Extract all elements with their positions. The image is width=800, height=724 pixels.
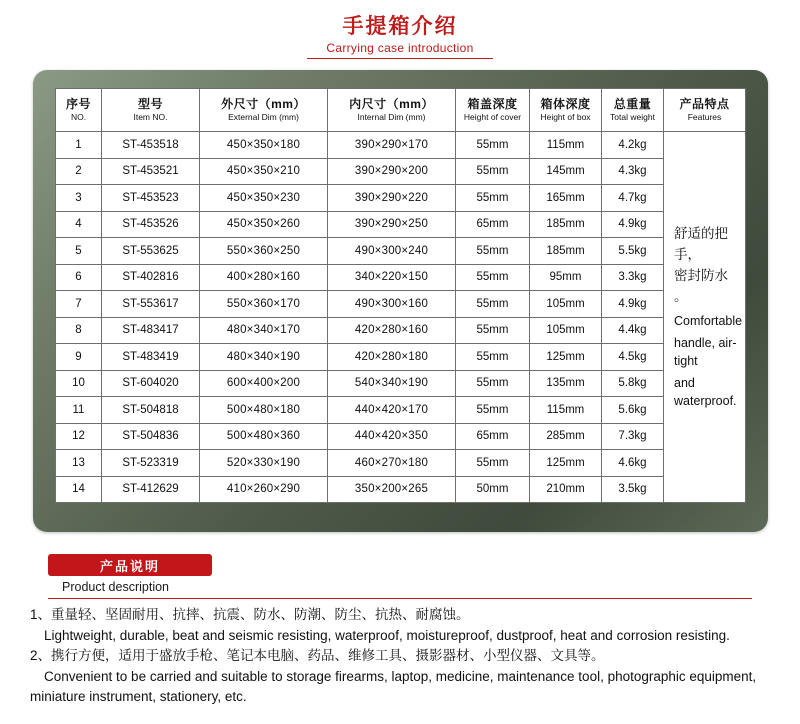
header-cn: 箱盖深度 (467, 96, 518, 111)
cell-box: 125mm (530, 344, 602, 371)
title-divider (307, 58, 493, 59)
column-header-features (664, 89, 746, 132)
cell-external: 500×480×360 (200, 423, 328, 450)
column-header-external-dim (200, 89, 328, 132)
cell-external: 450×350×180 (200, 132, 328, 159)
cell-internal: 490×300×160 (328, 291, 456, 318)
title-chinese: 手提箱介绍 (342, 15, 458, 38)
description-item-1-en: Lightweight, durable, beat and seismic resisting, waterproof, moistureproof, dustproof, heat and corrosion resisting. (44, 627, 730, 643)
header-en: Internal Dim (mm) (357, 112, 426, 123)
cell-external: 550×360×170 (200, 291, 328, 318)
cell-model: ST-523319 (102, 450, 200, 477)
cell-internal: 340×220×150 (328, 264, 456, 291)
cell-no: 1 (56, 132, 102, 159)
cell-external: 550×360×250 (200, 238, 328, 265)
cell-model: ST-553625 (102, 238, 200, 265)
cell-weight: 5.8kg (602, 370, 664, 397)
cell-model: ST-504818 (102, 397, 200, 424)
cell-external: 450×350×260 (200, 211, 328, 238)
cell-cover: 50mm (456, 476, 530, 503)
description-divider (48, 598, 752, 599)
cell-cover: 55mm (456, 132, 530, 159)
cell-internal: 390×290×200 (328, 158, 456, 185)
cell-box: 165mm (530, 185, 602, 212)
cell-internal: 490×300×240 (328, 238, 456, 265)
cell-box: 145mm (530, 158, 602, 185)
header-en: Total weight (610, 112, 655, 123)
cell-internal: 420×280×160 (328, 317, 456, 344)
table-row (56, 211, 746, 238)
table-row (56, 317, 746, 344)
cell-cover: 55mm (456, 370, 530, 397)
cell-box: 185mm (530, 211, 602, 238)
product-description-badge: 产品说明 (48, 554, 212, 576)
header-en: Item NO. (133, 112, 168, 123)
cell-box: 105mm (530, 291, 602, 318)
cell-model: ST-412629 (102, 476, 200, 503)
cell-cover: 55mm (456, 397, 530, 424)
cell-internal: 440×420×170 (328, 397, 456, 424)
cell-cover: 55mm (456, 344, 530, 371)
header-cn: 总重量 (613, 96, 652, 111)
cell-cover: 55mm (456, 317, 530, 344)
cell-external: 500×480×180 (200, 397, 328, 424)
cell-model: ST-553617 (102, 291, 200, 318)
cell-cover: 65mm (456, 423, 530, 450)
cell-external: 520×330×190 (200, 450, 328, 477)
table-row (56, 397, 746, 424)
cell-weight: 5.6kg (602, 397, 664, 424)
title-english: Carrying case introduction (326, 41, 474, 56)
cell-no: 3 (56, 185, 102, 212)
cell-no: 14 (56, 476, 102, 503)
cell-no: 4 (56, 211, 102, 238)
cell-no: 10 (56, 370, 102, 397)
column-header-model (102, 89, 200, 132)
cell-box: 115mm (530, 397, 602, 424)
cell-internal: 390×290×170 (328, 132, 456, 159)
table-row (56, 423, 746, 450)
header-cn: 内尺寸（mm） (349, 96, 434, 111)
header-cn: 序号 (65, 96, 91, 111)
cell-no: 9 (56, 344, 102, 371)
table-row (56, 344, 746, 371)
column-header-height-of-box (530, 89, 602, 132)
column-header-total-weight (602, 89, 664, 132)
cell-weight: 3.5kg (602, 476, 664, 503)
cell-weight: 5.5kg (602, 238, 664, 265)
cell-external: 400×280×160 (200, 264, 328, 291)
cell-internal: 460×270×180 (328, 450, 456, 477)
cell-weight: 4.7kg (602, 185, 664, 212)
table-row (56, 291, 746, 318)
cell-weight: 3.3kg (602, 264, 664, 291)
cell-box: 285mm (530, 423, 602, 450)
cell-internal: 540×340×190 (328, 370, 456, 397)
header-cn: 外尺寸（mm） (221, 96, 306, 111)
product-description-body (30, 605, 772, 708)
cell-no: 11 (56, 397, 102, 424)
header-cn: 型号 (137, 96, 163, 111)
table-body (56, 132, 746, 503)
header-en: Features (687, 112, 722, 123)
features-cn-line2: 密封防水 。 (674, 267, 728, 304)
cell-box: 125mm (530, 450, 602, 477)
cell-internal: 440×420×350 (328, 423, 456, 450)
column-header-no (56, 89, 102, 132)
column-header-height-of-cover (456, 89, 530, 132)
cell-internal: 420×280×180 (328, 344, 456, 371)
cell-weight: 4.5kg (602, 344, 664, 371)
cell-no: 2 (56, 158, 102, 185)
cell-model: ST-453521 (102, 158, 200, 185)
features-en-line3: and waterproof. (674, 375, 737, 409)
table-row (56, 450, 746, 477)
cell-box: 210mm (530, 476, 602, 503)
page-title (0, 0, 800, 59)
cell-weight: 4.9kg (602, 211, 664, 238)
header-en: External Dim (mm) (228, 112, 299, 123)
cell-model: ST-453523 (102, 185, 200, 212)
cell-model: ST-483419 (102, 344, 200, 371)
product-description-badge-en: Product description (62, 580, 170, 594)
cell-no: 8 (56, 317, 102, 344)
cell-external: 600×400×200 (200, 370, 328, 397)
spec-table-panel (33, 70, 768, 532)
cell-cover: 65mm (456, 211, 530, 238)
cell-model: ST-604020 (102, 370, 200, 397)
cell-box: 95mm (530, 264, 602, 291)
table-row (56, 238, 746, 265)
features-en-line1: Comfortable (674, 313, 743, 328)
cell-no: 13 (56, 450, 102, 477)
description-item-2-en: Convenient to be carried and suitable to storage firearms, laptop, medicine, maintenance tool, photographic equipment, miniature instrument, stationery, etc. (30, 668, 757, 705)
cell-no: 12 (56, 423, 102, 450)
table-row (56, 264, 746, 291)
header-cn: 箱体深度 (540, 96, 591, 111)
header-en: Height of cover (463, 112, 522, 123)
table-header-row (56, 89, 746, 132)
features-en-line2: handle, air-tight (674, 335, 737, 368)
cell-no: 5 (56, 238, 102, 265)
cell-box: 105mm (530, 317, 602, 344)
cell-weight: 4.4kg (602, 317, 664, 344)
cell-weight: 4.3kg (602, 158, 664, 185)
cell-cover: 55mm (456, 291, 530, 318)
cell-model: ST-402816 (102, 264, 200, 291)
cell-external: 450×350×230 (200, 185, 328, 212)
column-header-internal-dim (328, 89, 456, 132)
features-cn-line1: 舒适的把手， (674, 225, 728, 262)
cell-model: ST-453518 (102, 132, 200, 159)
cell-cover: 55mm (456, 185, 530, 212)
cell-model: ST-453526 (102, 211, 200, 238)
cell-box: 185mm (530, 238, 602, 265)
cell-external: 410×260×290 (200, 476, 328, 503)
cell-cover: 55mm (456, 264, 530, 291)
cell-weight: 4.2kg (602, 132, 664, 159)
cell-no: 7 (56, 291, 102, 318)
table-row (56, 370, 746, 397)
cell-weight: 7.3kg (602, 423, 664, 450)
cell-box: 115mm (530, 132, 602, 159)
cell-cover: 55mm (456, 238, 530, 265)
cell-cover: 55mm (456, 158, 530, 185)
cell-model: ST-504836 (102, 423, 200, 450)
description-item-1-cn: 1、重量轻、坚固耐用、抗摔、抗震、防水、防潮、防尘、抗热、耐腐蚀。 (30, 607, 470, 622)
cell-no: 6 (56, 264, 102, 291)
cell-cover: 55mm (456, 450, 530, 477)
cell-internal: 350×200×265 (328, 476, 456, 503)
cell-box: 135mm (530, 370, 602, 397)
cell-external: 480×340×170 (200, 317, 328, 344)
specification-table (55, 88, 746, 503)
header-en: NO. (70, 112, 87, 123)
cell-external: 450×350×210 (200, 158, 328, 185)
header-en: Height of box (540, 112, 591, 123)
table-row (56, 185, 746, 212)
cell-internal: 390×290×220 (328, 185, 456, 212)
cell-model: ST-483417 (102, 317, 200, 344)
cell-features (664, 132, 746, 503)
table-row (56, 132, 746, 159)
table-row (56, 476, 746, 503)
cell-internal: 390×290×250 (328, 211, 456, 238)
spec-table-wrap (55, 88, 745, 503)
cell-weight: 4.6kg (602, 450, 664, 477)
description-item-2-cn: 2、携行方便，适用于盛放手枪、笔记本电脑、药品、维修工具、摄影器材、小型仪器、文具等。 (30, 648, 605, 664)
cell-external: 480×340×190 (200, 344, 328, 371)
header-cn: 产品特点 (679, 96, 730, 111)
cell-weight: 4.9kg (602, 291, 664, 318)
table-row (56, 158, 746, 185)
